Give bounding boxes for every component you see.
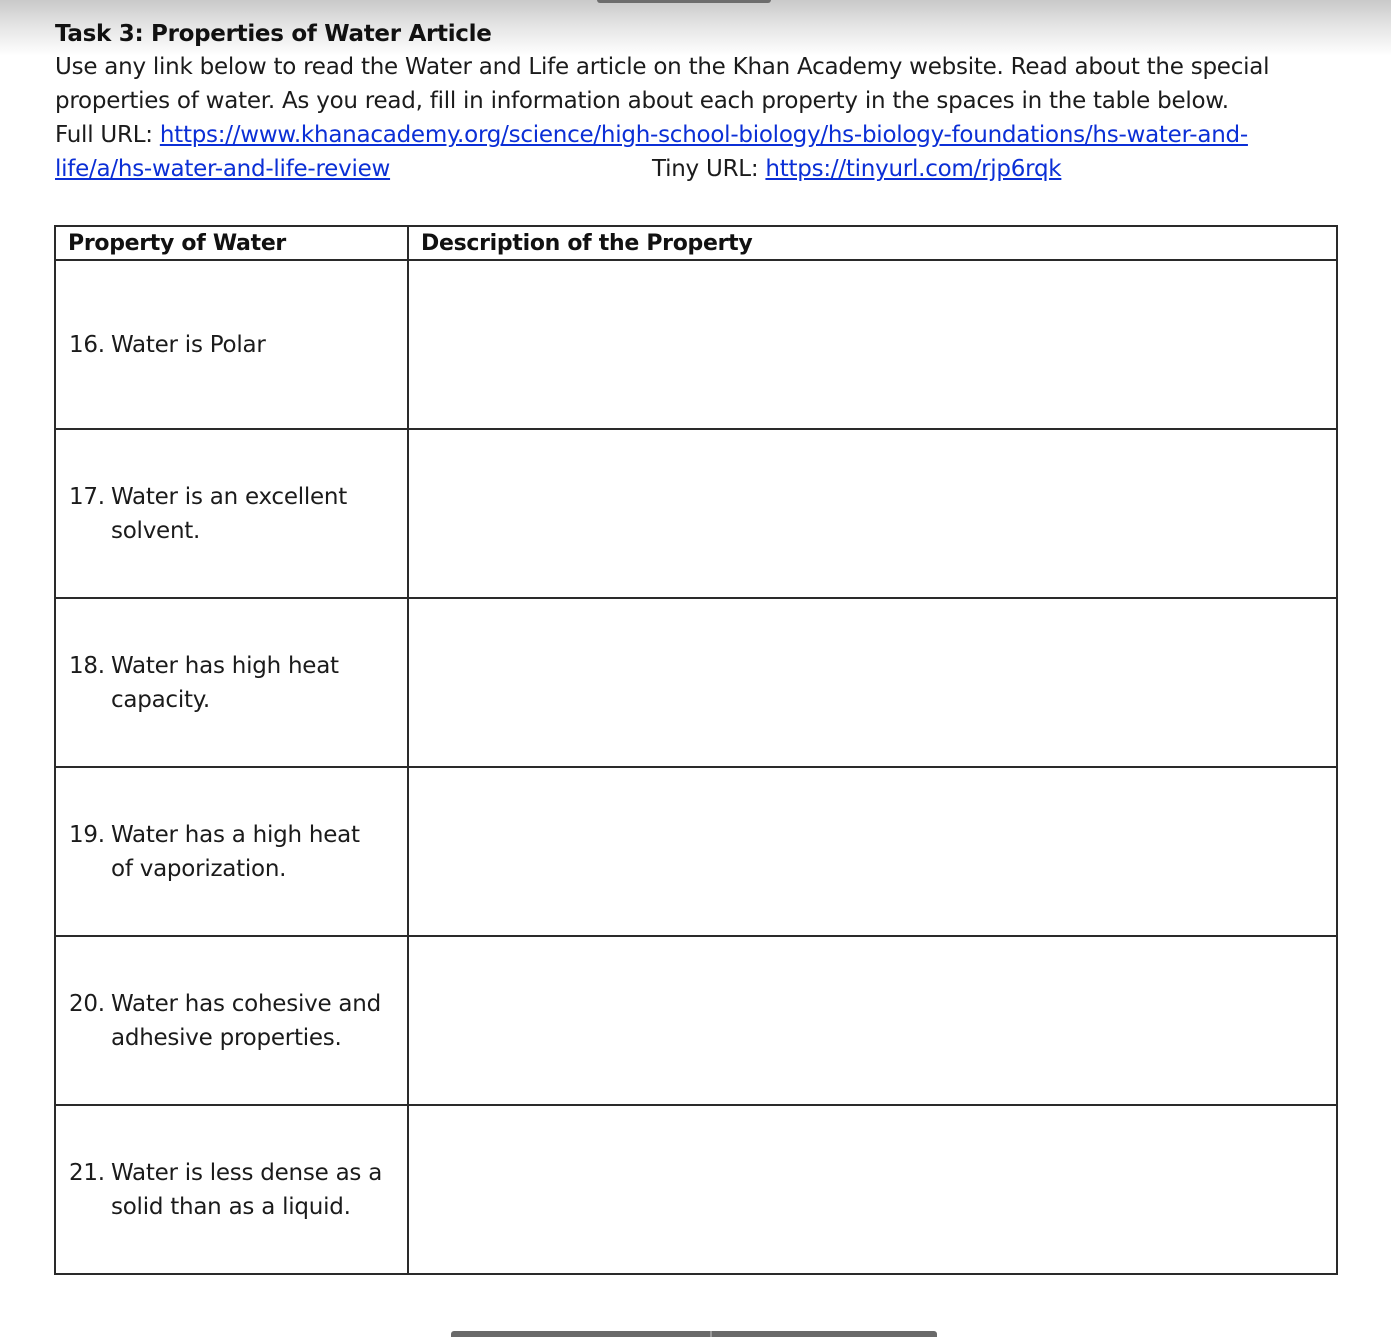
property-line-1: Water has high heat [111, 652, 339, 679]
intro-line-2: properties of water. As you read, fill in information about each property in the spaces in the table below. [55, 88, 1229, 114]
table-row [55, 1105, 1337, 1274]
intro-line-1: Use any link below to read the Water and Life article on the Khan Academy website. Read about the special [55, 54, 1270, 80]
property-line-2: capacity. [111, 686, 210, 713]
description-cell[interactable] [408, 260, 1337, 429]
table-header-row [55, 226, 1337, 260]
header-description: Description of the Property [408, 226, 1337, 260]
property-cell [55, 429, 408, 598]
property-line-2: solvent. [111, 517, 201, 544]
table-row [55, 429, 1337, 598]
toolbar-divider [710, 1331, 712, 1337]
property-number: 16. [69, 331, 105, 358]
full-url-line [55, 118, 1345, 152]
property-line-1: Water has a high heat [111, 821, 360, 848]
property-number: 17. [69, 483, 105, 510]
properties-table [54, 225, 1338, 1275]
task-title: Task 3: Properties of Water Article [55, 21, 492, 47]
property-number: 21. [69, 1159, 105, 1186]
property-cell [55, 260, 408, 429]
header-property: Property of Water [55, 226, 408, 260]
property-line-2: adhesive properties. [111, 1024, 342, 1051]
document-page [55, 18, 1345, 186]
description-cell[interactable] [408, 429, 1337, 598]
property-line-1: Water is Polar [111, 331, 266, 358]
table-row [55, 598, 1337, 767]
table-row [55, 260, 1337, 429]
tiny-url-group [652, 152, 1061, 186]
tiny-url-label: Tiny URL: [652, 156, 766, 182]
property-number: 19. [69, 821, 105, 848]
tiny-url-link[interactable]: https://tinyurl.com/rjp6rqk [765, 156, 1062, 182]
description-cell[interactable] [408, 936, 1337, 1105]
property-number: 18. [69, 652, 105, 679]
property-cell [55, 1105, 408, 1274]
property-line-1: Water is less dense as a [111, 1159, 383, 1186]
property-cell [55, 767, 408, 936]
property-cell [55, 598, 408, 767]
property-cell [55, 936, 408, 1105]
viewer-top-handle[interactable] [597, 0, 771, 3]
url-second-line [55, 152, 1345, 186]
property-line-1: Water is an excellent [111, 483, 347, 510]
description-cell[interactable] [408, 598, 1337, 767]
full-url-link-part-1[interactable]: https://www.khanacademy.org/science/high-school-biology/hs-biology-foundations/hs-water-and- [159, 122, 1248, 148]
property-line-2: of vaporization. [111, 855, 287, 882]
property-line-2: solid than as a liquid. [111, 1193, 351, 1220]
description-cell[interactable] [408, 1105, 1337, 1274]
full-url-label: Full URL: [55, 122, 160, 148]
property-line-1: Water has cohesive and [111, 990, 381, 1017]
full-url-link-part-2[interactable]: life/a/hs-water-and-life-review [55, 156, 391, 182]
property-number: 20. [69, 990, 105, 1017]
description-cell[interactable] [408, 767, 1337, 936]
viewer-bottom-toolbar[interactable] [451, 1331, 937, 1337]
table-row [55, 767, 1337, 936]
table-row [55, 936, 1337, 1105]
